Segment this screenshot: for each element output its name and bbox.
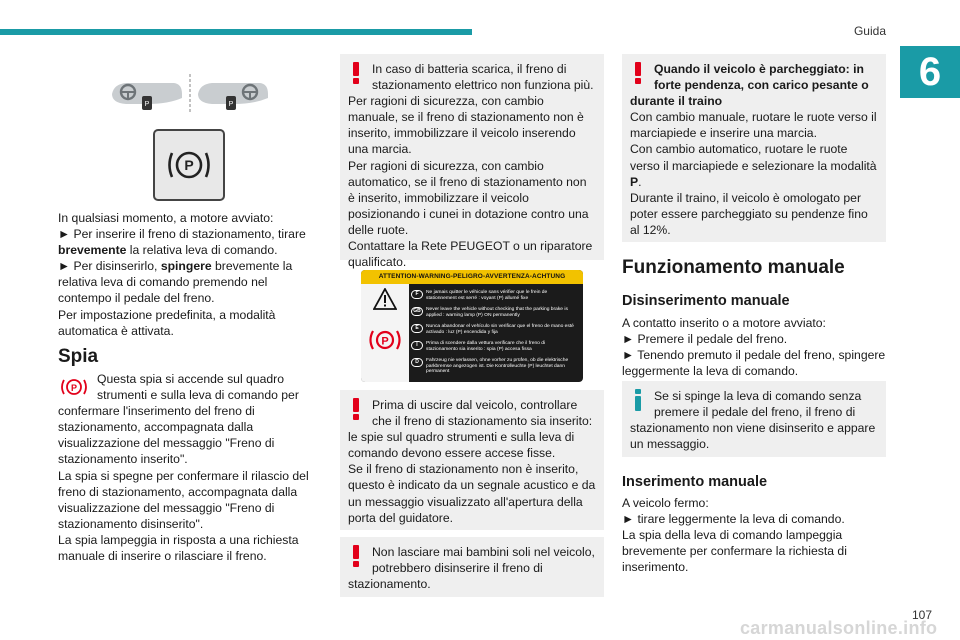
warning-parking-automatic: Con cambio automatico, ruotare le ruote verso il marciapiede e selezionare la modalità P. bbox=[630, 142, 877, 189]
svg-text:P: P bbox=[381, 335, 389, 348]
warning-exit-signal: Se il freno di stazionamento non è inserito, questo è indicato da un segnale acustico e da un messaggio visualizzato all'apertura della porta del guidatore. bbox=[348, 462, 596, 525]
exclamation-warning-icon bbox=[350, 398, 362, 420]
warning-box-battery bbox=[340, 54, 604, 270]
header-accent-bar bbox=[0, 29, 472, 35]
spia-text: Questa spia si accende sul quadro strumenti e sulla leva di comando per confermare l'inserimento del freno di stazionamento, accompagnata dalla visualizzazione del messaggio "Freno di stazionamento inserito". bbox=[58, 372, 299, 467]
spia-heading: Spia bbox=[58, 346, 99, 367]
warning-battery-automatic: Per ragioni di sicurezza, con cambio automatico, se il freno di stazionamento non è inserito, immobilizzare il veicolo posizionando i cunei in dotazione contro una delle ruote. bbox=[348, 158, 589, 237]
warning-battery-intro: In caso di batteria scarica, il freno di stazionamento elettrico non funziona più. bbox=[372, 62, 594, 93]
spia-blink-text: La spia lampeggia in risposta a una richiesta manuale di inserire o rilasciare il freno. bbox=[58, 532, 299, 564]
info-release-text: Se si spinge la leva di comando senza premere il pedale del freno, il freno di stazionamento non viene disinserito e appare un messaggio. bbox=[630, 389, 876, 452]
warning-box-children bbox=[340, 537, 604, 597]
manual-release-line: ► Tenendo premuto il pedale del freno, spingere leggermente la leva di comando. bbox=[622, 348, 886, 379]
intro-line: In qualsiasi momento, a motore avviato: bbox=[58, 211, 274, 225]
manual-release-heading: Disinserimento manuale bbox=[622, 293, 790, 309]
manual-apply-line: La spia della leva di comando lampeggia brevemente per confermare la richiesta di inserimento. bbox=[622, 528, 847, 575]
manual-apply-line: ► tirare leggermente la leva di comando. bbox=[622, 512, 845, 527]
label-icon-panel bbox=[361, 284, 409, 382]
warning-children-text: Non lasciare mai bambini soli nel veicolo, potrebbero disinserire il freno di stazionamento. bbox=[348, 545, 595, 592]
manual-operation-heading: Funzionamento manuale bbox=[622, 257, 845, 278]
parking-brake-icon bbox=[153, 129, 225, 201]
intro-apply: ► Per inserire il freno di stazionamento, tirare brevemente la relativa leva di comando. bbox=[58, 227, 306, 258]
exclamation-warning-icon bbox=[350, 62, 362, 84]
spia-off-text: La spia si spegne per confermare il rilascio del freno di stazionamento, accompagnata dalla visualizzazione del messaggio "Freno di stazionamento disinserito". bbox=[58, 468, 309, 531]
brake-lever-diagram-icon bbox=[108, 70, 272, 116]
warning-triangle-icon bbox=[373, 288, 397, 310]
info-box-release bbox=[622, 381, 886, 457]
warning-box-exit bbox=[340, 390, 604, 530]
svg-text:P: P bbox=[144, 101, 150, 108]
watermark: carmanualsonline.info bbox=[740, 618, 938, 638]
chapter-number: 6 bbox=[900, 46, 960, 98]
warning-parking-title: Quando il veicolo è parcheggiato: in forte pendenza, con carico pesante o durante il traino bbox=[630, 62, 869, 109]
intro-default: Per impostazione predefinita, a modalità automatica è attivata. bbox=[58, 307, 276, 338]
manual-apply-line: A veicolo fermo: bbox=[622, 496, 709, 510]
warning-parking-manual: Con cambio manuale, ruotare le ruote verso il marciapiede e inserire una marcia. bbox=[630, 110, 877, 141]
warning-parking-towing: Durante il traino, il veicolo è omologato per poter essere parcheggiato su pendenze fino al 12%. bbox=[630, 190, 868, 237]
warning-battery-contact: Contattare la Rete PEUGEOT o un riparatore qualificato. bbox=[348, 239, 593, 270]
intro-release: ► Per disinserirlo, spingere brevemente la relativa leva di comando premendo nel contempo il pedale del freno. bbox=[58, 259, 293, 306]
warning-exit-intro: Prima di uscire dal veicolo, controllare che il freno di stazionamento sia inserito: le spie sul quadro strumenti e sulla leva di comando devono essere accese fisse. bbox=[348, 398, 593, 461]
warning-battery-manual: Per ragioni di sicurezza, con cambio manuale, se il freno di stazionamento non è inserito, immobilizzare il veicolo inserendo una marcia. bbox=[348, 94, 584, 157]
multilingual-warning-label: ATTENTION-WARNING-PELIGRO-AVVERTENZA-ACHTUNG P F Ne jamais quitter le véhicule sans vérifier que le frein de stationnement est serré : voyant (P) allumé fixe GB Never leave the vehicle without checking that the parking brake is applied : warning lamp (P) ON permanently E Nunca abandonar el vehículo sin verificar que el freno de mano esté activado : luz (P) encendida y fija I Prima di scendere dalla vettura verificare che il freno di stazionamento sia inserito : spia (P) accesa fissa D Fahrzeug nie verlassen, ohne vorher zu prüfen, ob die elektrische parkbremse angezogen ist. Die Kontrolleuchte (P) leuchtet dann permanent bbox=[361, 270, 583, 382]
info-icon bbox=[632, 389, 644, 411]
svg-text:P: P bbox=[184, 157, 194, 173]
manual-apply-heading: Inserimento manuale bbox=[622, 474, 768, 490]
manual-release-line: A contatto inserito o a motore avviato: bbox=[622, 316, 826, 330]
exclamation-warning-icon bbox=[632, 62, 644, 84]
label-header: ATTENTION-WARNING-PELIGRO-AVVERTENZA-ACHTUNG bbox=[361, 270, 583, 284]
page-number: 107 bbox=[911, 608, 932, 622]
svg-text:P: P bbox=[228, 101, 234, 108]
warning-box-parking bbox=[622, 54, 886, 242]
parking-brake-icon bbox=[367, 322, 403, 358]
exclamation-warning-icon bbox=[350, 545, 362, 567]
manual-release-line: ► Premere il pedale del freno. bbox=[622, 332, 788, 347]
section-title: Guida bbox=[853, 24, 886, 38]
svg-text:P: P bbox=[70, 383, 78, 393]
